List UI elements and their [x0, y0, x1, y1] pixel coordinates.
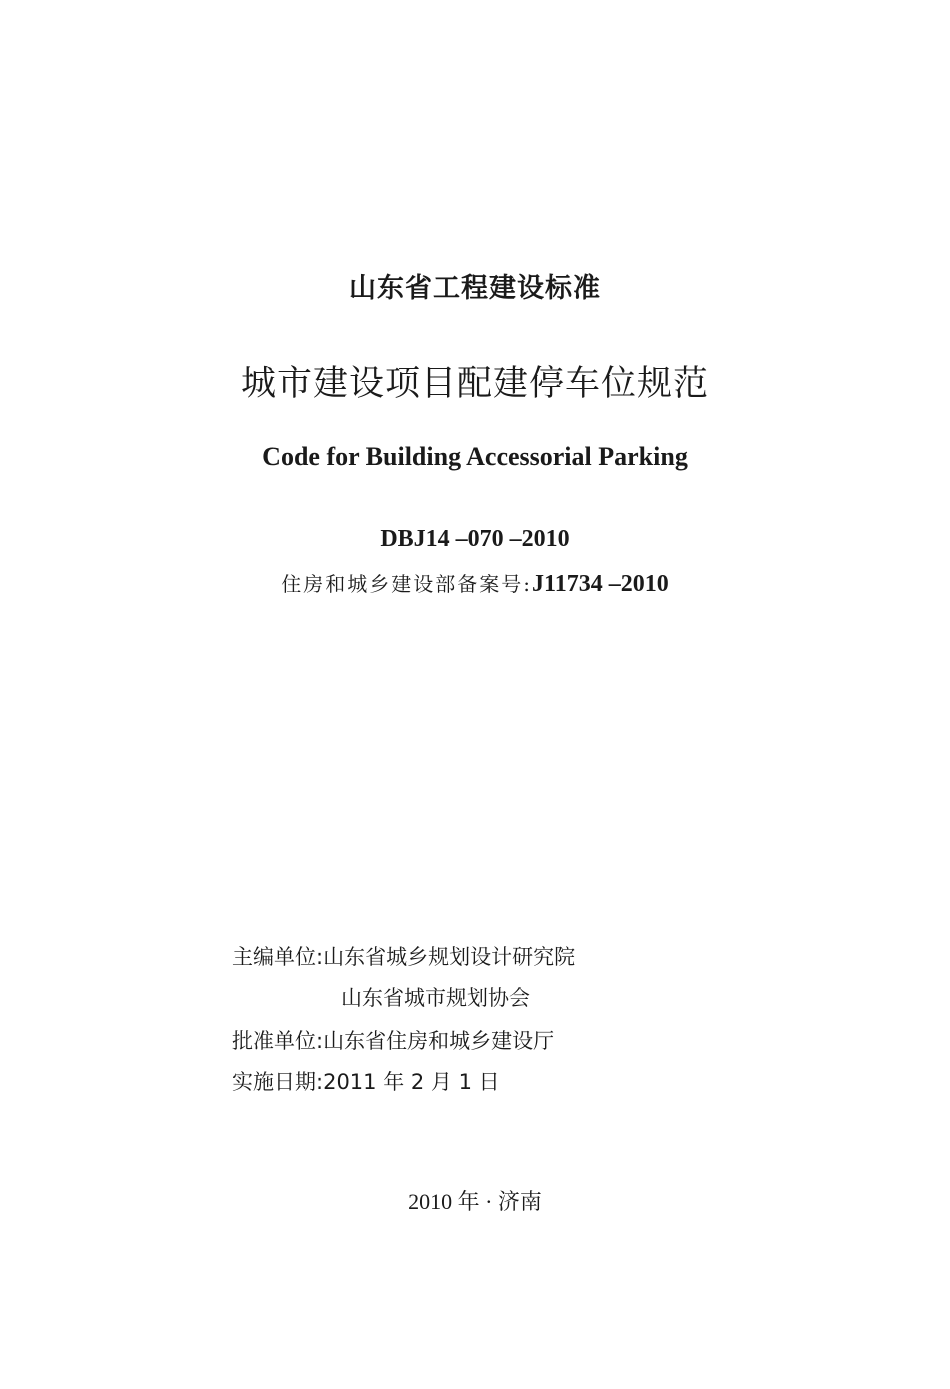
standard-code: DBJ14 –070 –2010 — [380, 526, 570, 552]
series-title: 山东省工程建设标准 — [349, 273, 601, 304]
publication-imprint: 2010 年 · 济南 — [408, 1189, 542, 1214]
record-number: J11734 –2010 — [532, 571, 669, 597]
record-number-line — [0, 568, 950, 598]
chief-editor-org-2: 山东省城市规划协会 — [341, 986, 530, 1010]
record-number-label: 住房和城乡建设部备案号: — [281, 572, 533, 596]
effective-date-line — [232, 1066, 500, 1096]
approver-line — [232, 1025, 554, 1055]
document-title: 城市建设项目配建停车位规范 — [240, 364, 709, 404]
approver-label: 批准单位: — [232, 1029, 324, 1053]
chief-editor-line — [232, 941, 575, 971]
effective-date-label: 实施日期: — [232, 1070, 324, 1094]
effective-date: 2011 年 2 月 1 日 — [323, 1070, 500, 1094]
approver-org: 山东省住房和城乡建设厅 — [323, 1029, 555, 1053]
document-title-english: Code for Building Accessorial Parking — [262, 442, 688, 471]
chief-editor-org-1: 山东省城乡规划设计研究院 — [323, 945, 576, 969]
chief-editor-label: 主编单位: — [232, 945, 324, 969]
